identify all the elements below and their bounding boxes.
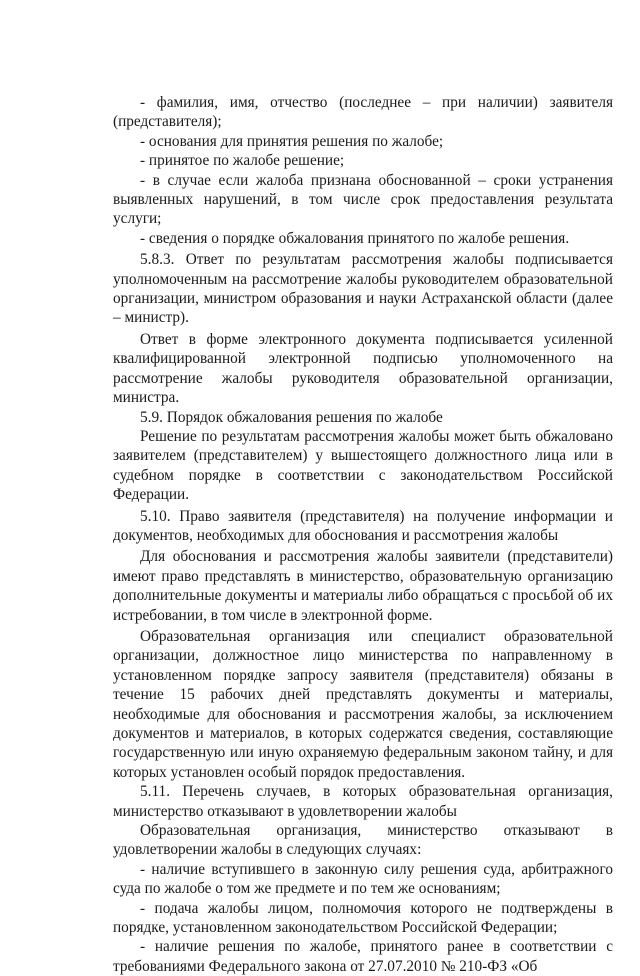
list-item-previous-decision: - наличие решения по жалобе, принятого ранее в соответствии с требованиями Федерального закона от 27.07.2010 № 210-ФЗ «Об <box>113 938 613 975</box>
list-item-decision: - принятое по жалобе решение; <box>140 152 345 170</box>
section-heading-5-10: 5.10. Право заявителя (представителя) на получение информации и документов, необходимых для обоснования и рассмотрения жалобы <box>113 507 613 544</box>
list-item-grounds: - основания для принятия решения по жалобе; <box>140 132 444 150</box>
paragraph-information-request: Образовательная организация или специалист образовательной организации, должностное лицо министерства по направленному в установленном порядке запросу заявителя (представителя) обязаны в течение 15 рабочих дней представлять документы и материалы, необходимые для обоснования и рассмотрения жалобы, за исключением документов и материалов, в которых содержатся сведения, составляющие государственную или иную охраняемую федеральным законом тайну, и для которых установлен особый порядок предоставления. <box>113 627 613 781</box>
paragraph-electronic-signature: Ответ в форме электронного документа подписывается усиленной квалифицированной электронной подписью уполномоченного на рассмотрение жалобы руководителя образовательной организации, министра. <box>113 330 613 407</box>
list-item-unconfirmed-authority: - подача жалобы лицом, полномочия которого не подтверждены в порядке, установленном законодательством Российской Федерации; <box>113 899 613 937</box>
list-item-deadlines: - в случае если жалоба признана обоснованной – сроки устранения выявленных нарушений, в том числе срок предоставления результата услуги; <box>113 171 613 228</box>
list-item-full-name: - фамилия, имя, отчество (последнее – при наличии) заявителя (представителя); <box>113 94 613 131</box>
paragraph-refusal-cases: Образовательная организация, министерство отказывают в удовлетворении жалобы в следующих случаях: <box>113 822 613 859</box>
section-heading-5-9: 5.9. Порядок обжалования решения по жалобе <box>140 408 443 426</box>
section-heading-5-11: 5.11. Перечень случаев, в которых образовательная организация, министерство отказывают в удовлетворении жалобы <box>113 783 613 820</box>
paragraph-appeal: Решение по результатам рассмотрения жалобы может быть обжаловано заявителем (представителем) у вышестоящего должностного лица или в судебном порядке в соответствии с законодательством Российской Федерации. <box>113 427 613 504</box>
list-item-appeal-procedure: - сведения о порядке обжалования принятого по жалобе решения. <box>140 229 570 247</box>
paragraph-5-8-3: 5.8.3. Ответ по результатам рассмотрения жалобы подписывается уполномоченным на рассмотрение жалобы руководителем образовательной организации, министром образования и науки Астраханской области (далее – министр). <box>113 251 613 327</box>
list-item-court-decision: - наличие вступившего в законную силу решения суда, арбитражного суда по жалобе о том же предмете и по тем же основаниям; <box>113 860 613 898</box>
paragraph-supporting-documents: Для обоснования и рассмотрения жалобы заявители (представители) имеют право представлять в министерство, образовательную организацию дополнительные документы и материалы либо обращаться с просьбой об их истребовании, в том числе в электронной форме. <box>113 548 613 624</box>
